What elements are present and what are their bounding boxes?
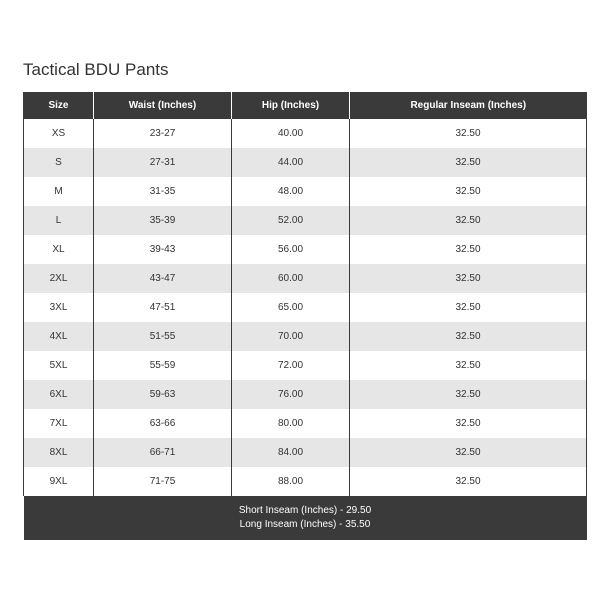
long-inseam-note: Long Inseam (Inches) - 35.50	[239, 519, 371, 530]
header-waist: Waist (Inches)	[94, 92, 232, 119]
hip-cell: 70.00	[232, 322, 350, 351]
regular-inseam-cell: 32.50	[350, 409, 587, 438]
waist-cell: 47-51	[94, 293, 232, 322]
size-cell: S	[24, 148, 94, 177]
waist-cell: 31-35	[94, 177, 232, 206]
size-cell: 3XL	[24, 293, 94, 322]
regular-inseam-cell: 32.50	[350, 380, 587, 409]
table-row	[24, 467, 587, 496]
regular-inseam-cell: 32.50	[350, 235, 587, 264]
table-header	[24, 92, 587, 119]
size-chart-table	[23, 92, 587, 540]
table-row	[24, 119, 587, 148]
header-size: Size	[24, 92, 94, 119]
waist-cell: 71-75	[94, 467, 232, 496]
hip-cell: 65.00	[232, 293, 350, 322]
regular-inseam-cell: 32.50	[350, 148, 587, 177]
regular-inseam-cell: 32.50	[350, 206, 587, 235]
hip-cell: 60.00	[232, 264, 350, 293]
hip-cell: 56.00	[232, 235, 350, 264]
waist-cell: 51-55	[94, 322, 232, 351]
table-row	[24, 322, 587, 351]
waist-cell: 59-63	[94, 380, 232, 409]
table-row	[24, 148, 587, 177]
table-body	[24, 119, 587, 496]
table-row	[24, 351, 587, 380]
hip-cell: 84.00	[232, 438, 350, 467]
table-row	[24, 293, 587, 322]
hip-cell: 52.00	[232, 206, 350, 235]
header-row	[24, 92, 587, 119]
waist-cell: 39-43	[94, 235, 232, 264]
table-row	[24, 206, 587, 235]
size-cell: 5XL	[24, 351, 94, 380]
size-cell: L	[24, 206, 94, 235]
regular-inseam-cell: 32.50	[350, 438, 587, 467]
hip-cell: 72.00	[232, 351, 350, 380]
regular-inseam-cell: 32.50	[350, 351, 587, 380]
regular-inseam-cell: 32.50	[350, 293, 587, 322]
short-inseam-note: Short Inseam (Inches) - 29.50	[238, 505, 372, 516]
regular-inseam-cell: 32.50	[350, 264, 587, 293]
table-row	[24, 177, 587, 206]
table-footer	[24, 496, 587, 540]
table-row	[24, 438, 587, 467]
hip-cell: 48.00	[232, 177, 350, 206]
size-cell: M	[24, 177, 94, 206]
waist-cell: 43-47	[94, 264, 232, 293]
table-row	[24, 235, 587, 264]
waist-cell: 27-31	[94, 148, 232, 177]
size-cell: XL	[24, 235, 94, 264]
regular-inseam-cell: 32.50	[350, 322, 587, 351]
regular-inseam-cell: 32.50	[350, 177, 587, 206]
waist-cell: 66-71	[94, 438, 232, 467]
page-title: Tactical BDU Pants	[23, 60, 169, 79]
hip-cell: 80.00	[232, 409, 350, 438]
waist-cell: 63-66	[94, 409, 232, 438]
hip-cell: 40.00	[232, 119, 350, 148]
header-regular-inseam: Regular Inseam (Inches)	[350, 92, 587, 119]
hip-cell: 76.00	[232, 380, 350, 409]
size-cell: 6XL	[24, 380, 94, 409]
size-cell: 8XL	[24, 438, 94, 467]
inseam-note	[24, 496, 587, 540]
size-cell: 2XL	[24, 264, 94, 293]
size-cell: 9XL	[24, 467, 94, 496]
size-cell: 7XL	[24, 409, 94, 438]
hip-cell: 88.00	[232, 467, 350, 496]
waist-cell: 23-27	[94, 119, 232, 148]
hip-cell: 44.00	[232, 148, 350, 177]
footer-row	[24, 496, 587, 540]
header-hip: Hip (Inches)	[232, 92, 350, 119]
regular-inseam-cell: 32.50	[350, 467, 587, 496]
table-row	[24, 380, 587, 409]
size-cell: 4XL	[24, 322, 94, 351]
waist-cell: 55-59	[94, 351, 232, 380]
table-row	[24, 409, 587, 438]
size-cell: XS	[24, 119, 94, 148]
waist-cell: 35-39	[94, 206, 232, 235]
regular-inseam-cell: 32.50	[350, 119, 587, 148]
table-row	[24, 264, 587, 293]
